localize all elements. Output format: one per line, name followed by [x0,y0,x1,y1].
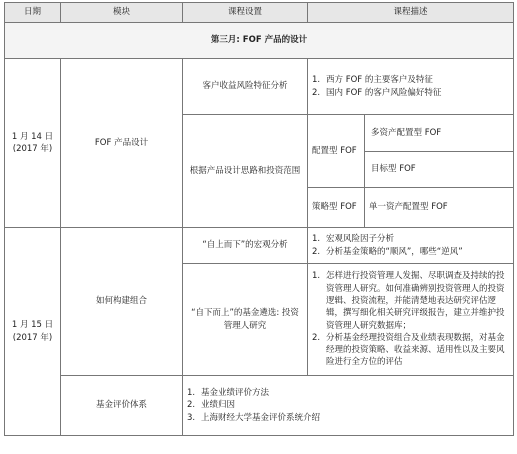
list-item: 2. 国内 FOF 的客户风险偏好特征 [312,87,442,98]
description-list [312,270,509,369]
config-fof-items [365,115,514,188]
table-row [5,228,514,264]
course-schedule-table [4,2,514,436]
section-row [5,23,514,59]
list-item: 2. 分析基金策略的“顺风”，哪些“逆风” [312,246,463,257]
description-cell-risk-analysis [308,59,514,115]
header-course-setting: 课程设置 [183,3,308,23]
list-item: 2. 分析基金经理投资组合及业绩表现数据，对基金经理的投资策略、收益来源、适用性以及主要风险进行全方位的评估 [312,332,505,368]
description-cell-top-down [308,228,514,264]
list-item: 2. 业绩归因 [187,400,236,411]
module-cell-portfolio: 如何构建组合 [61,228,183,376]
setting-cell-top-down: “自上而下”的宏观分析 [183,228,308,264]
setting-cell-design-approach: 根据产品设计思路和投资范围 [183,115,308,228]
table-row [5,376,514,436]
date-cell-jan15: 1 月 15 日 (2017 年) [5,228,61,436]
description-list [187,387,509,424]
config-fof-label: 配置型 FOF [308,115,365,188]
list-item: 1. 怎样进行投资管理人发掘、尽职调查及持续的投资管理人研究。如何准确辨别投资管理人的投资逻辑、投资流程，并能清楚地表达研究评估逻辑，撰写细化相关研究评级报告，建立并维护投资管理人研究数据库； [312,271,505,331]
setting-cell-risk-analysis: 客户收益风险特征分析 [183,59,308,115]
setting-cell-bottom-up: “自下而上”的基金遴选: 投资管理人研究 [183,264,308,376]
table-row [5,59,514,115]
date-cell-jan14: 1 月 14 日 (2017 年) [5,59,61,228]
description-cell-fund-evaluation [183,376,514,436]
list-item: 1. 西方 FOF 的主要客户及特征 [312,75,433,86]
description-cell-bottom-up [308,264,514,376]
module-cell-fof-design: FOF 产品设计 [61,59,183,228]
list-item: 1. 宏观风险因子分析 [312,234,395,245]
header-date: 日期 [5,3,61,23]
strategy-fof-label: 策略型 FOF [308,188,365,228]
module-cell-fund-evaluation: 基金评价体系 [61,376,183,436]
header-row [5,3,514,23]
description-list [312,233,509,258]
header-course-description: 课程描述 [308,3,514,23]
header-module: 模块 [61,3,183,23]
list-item: 3. 上海财经大学基金评价系统介绍 [187,412,321,423]
description-list [312,74,509,99]
config-item-target: 目标型 FOF [371,164,416,175]
section-title: 第三月: FOF 产品的设计 [5,23,514,59]
strategy-fof-item: 单一资产配置型 FOF [365,188,514,228]
config-item-multi-asset: 多资产配置型 FOF [365,115,513,152]
list-item: 1. 基金业绩评价方法 [187,388,270,399]
